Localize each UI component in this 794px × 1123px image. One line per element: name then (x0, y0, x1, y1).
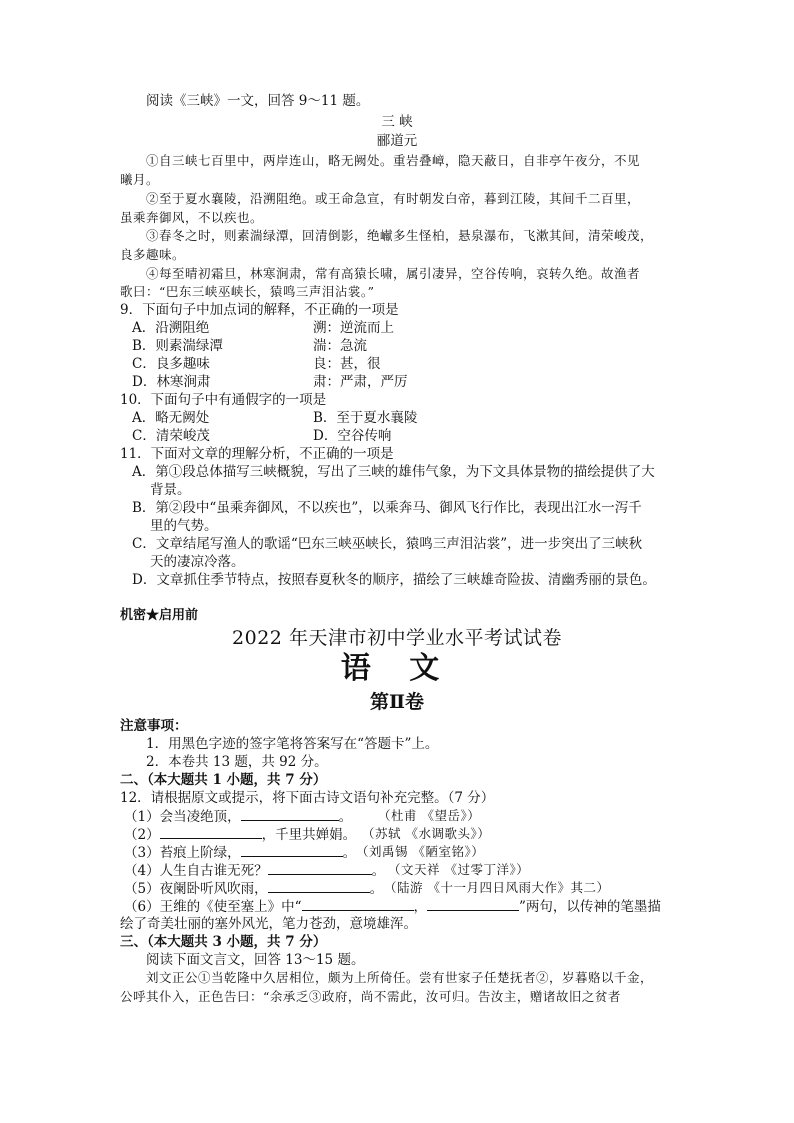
q12-item-prompt: （5）夜阑卧听风吹雨， (124, 881, 268, 897)
q12-item: （4）人生自古谁无死？ 。 (124, 863, 386, 879)
q10-option: A．略无阙处 (132, 410, 210, 426)
paragraph-line: 歌曰：“巴东三峡巫峡长，猿鸣三声泪沾裳。” (120, 284, 375, 299)
q9-option-gloss: 溯：逆流而上 (313, 320, 394, 336)
paragraph-line: ①自三峡七百里中，两岸连山，略无阙处。重岩叠嶂，隐天蔽日，自非亭午夜分，不见 (146, 153, 641, 168)
section2-heading: 二、（本大题共 1 小题，共 7 分） (120, 772, 327, 788)
q10-option: B．至于夏水襄陵 (313, 410, 418, 426)
notes-item: 2．本卷共 13 题，共 92 分。 (146, 754, 328, 770)
q10-option: C．清荣峻茂 (132, 428, 210, 444)
passage-line: 公呼其仆入，正色告曰：“余承乏③政府，尚不需此，汝可归。告汝主，赠诸故旧之贫者 (120, 989, 621, 1004)
q12-item-6-cont: 绘了奇美壮丽的塞外风光，笔力苍劲，意境雄浑。 (120, 916, 417, 932)
paragraph-line: 虽乘奔御风，不以疾也。 (120, 210, 264, 225)
q12-item: （2） ，千里共婵娟。 (124, 827, 357, 843)
section3-heading: 三、（本大题共 3 小题，共 7 分） (120, 934, 327, 950)
section3-intro: 阅读下面文言文，回答 13～15 题。 (146, 952, 365, 968)
q9-option: C．良多趣味 (132, 356, 210, 372)
paragraph-line: 曦月。 (120, 172, 160, 187)
paragraph-line: 良多趣味。 (120, 247, 186, 262)
poem-author: 郦道元 (376, 133, 418, 149)
answer-blank[interactable] (268, 861, 372, 875)
q11-option-line: B．第②段中“虽乘奔御风，不以疾也”，以乘奔马、御风飞行作比，表现出江水一泻千 (132, 500, 642, 516)
notes-heading: 注意事项： (120, 718, 188, 734)
q12-item-prompt: （4）人生自古谁无死？ (124, 863, 268, 879)
q12-item: （1）会当凌绝顶， 。 (124, 809, 353, 825)
reading-intro: 阅读《三峡》一文，回答 9～11 题。 (146, 93, 370, 109)
exam-title: 2022 年天津市初中学业水平考试试卷 (232, 627, 562, 649)
passage-line: 刘文正公①当乾隆中久居相位，颇为上所倚任。尝有世家子任楚抚者②，岁暮赂以千金， (146, 970, 654, 985)
answer-blank[interactable] (160, 825, 262, 839)
q11-option-line: D．文章抓住季节特点，按照春夏秋冬的顺序，描绘了三峡雄奇险拔、清幽秀丽的景色。 (132, 572, 656, 588)
q12-item-prompt: （2） (124, 827, 160, 843)
q9-option-gloss: 肃：严肃，严厉 (313, 374, 408, 390)
answer-blank[interactable] (302, 897, 414, 911)
q11-option-line: 背景。 (150, 482, 191, 498)
answer-blank[interactable] (241, 843, 343, 857)
q12-item-source: （杜甫 《望岳》） (378, 808, 481, 823)
q12-item: （5）夜阑卧听风吹雨， 。 (124, 881, 384, 897)
q9-option: D．林寒涧肃 (132, 374, 211, 390)
answer-blank[interactable] (427, 897, 519, 911)
q11-stem: 11．下面对文章的理解分析，不正确的一项是 (120, 446, 394, 462)
answer-blank[interactable] (268, 879, 370, 893)
paragraph-line: ③春冬之时，则素湍绿潭，回清倒影，绝𪩘多生怪柏，悬泉瀑布，飞漱其间，清荣峻茂， (146, 228, 654, 243)
q11-option-line: C．文章结尾写渔人的歌谣“巴东三峡巫峡长，猿鸣三声泪沾裳”，进一步突出了三峡秋 (132, 536, 643, 552)
q10-stem: 10．下面句子中有通假字的一项是 (120, 392, 327, 408)
poem-title: 三 峡 (381, 114, 413, 130)
q11-option-line: A．第①段总体描写三峡概貌，写出了三峡的雄伟气象，为下文具体景物的描绘提供了大 (132, 464, 655, 480)
notes-item: 1．用黑色字迹的签字笔将答案写在“答题卡”上。 (146, 736, 439, 752)
q11-option-line: 里的气势。 (150, 518, 218, 534)
q12-item: （3）苔痕上阶绿， 。 (124, 845, 357, 861)
q12-item-source: （文天祥 《过零丁洋》） (388, 862, 530, 877)
q9-option: B．则素湍绿潭 (132, 338, 223, 354)
q12-item-source: （苏轼 《水调歌头》） (362, 826, 491, 841)
q9-option-gloss: 良：甚，很 (313, 356, 381, 372)
secret-label: 机密★启用前 (120, 608, 199, 623)
q12-item-prompt: （1）会当凌绝顶， (124, 809, 241, 825)
paragraph-line: ④每至晴初霜旦，林寒涧肃，常有高猿长啸，属引凄异，空谷传响，哀转久绝。故渔者 (146, 266, 641, 281)
q12-item-source: （陆游 《十一月四日风雨大作》其二） (384, 880, 610, 895)
subject-title: 语 文 (340, 651, 454, 686)
q9-option-gloss: 湍：急流 (313, 338, 367, 354)
q9-option: A．沿溯阻绝 (132, 320, 210, 336)
answer-blank[interactable] (241, 807, 339, 821)
q12-stem: 12．请根据原文或提示，将下面古诗文语句补充完整。（7 分） (120, 790, 495, 806)
q12-item-source: （刘禹锡 《陋室铭》） (356, 844, 485, 859)
q9-stem: 9．下面句子中加点词的解释，不正确的一项是 (120, 302, 399, 318)
volume-title: 第Ⅱ卷 (369, 691, 424, 713)
q11-option-line: 天的凄凉冷落。 (150, 554, 245, 570)
q12-item-prompt: （3）苔痕上阶绿， (124, 845, 241, 861)
q12-item-6: （6）王维的《使至塞上》中“ ， ”两句，以传神的笔墨描 (124, 899, 661, 915)
q10-option: D．空谷传响 (313, 428, 392, 444)
paragraph-line: ②至于夏水襄陵，沿溯阻绝。或王命急宣，有时朝发白帝，暮到江陵，其间千二百里， (146, 191, 641, 206)
